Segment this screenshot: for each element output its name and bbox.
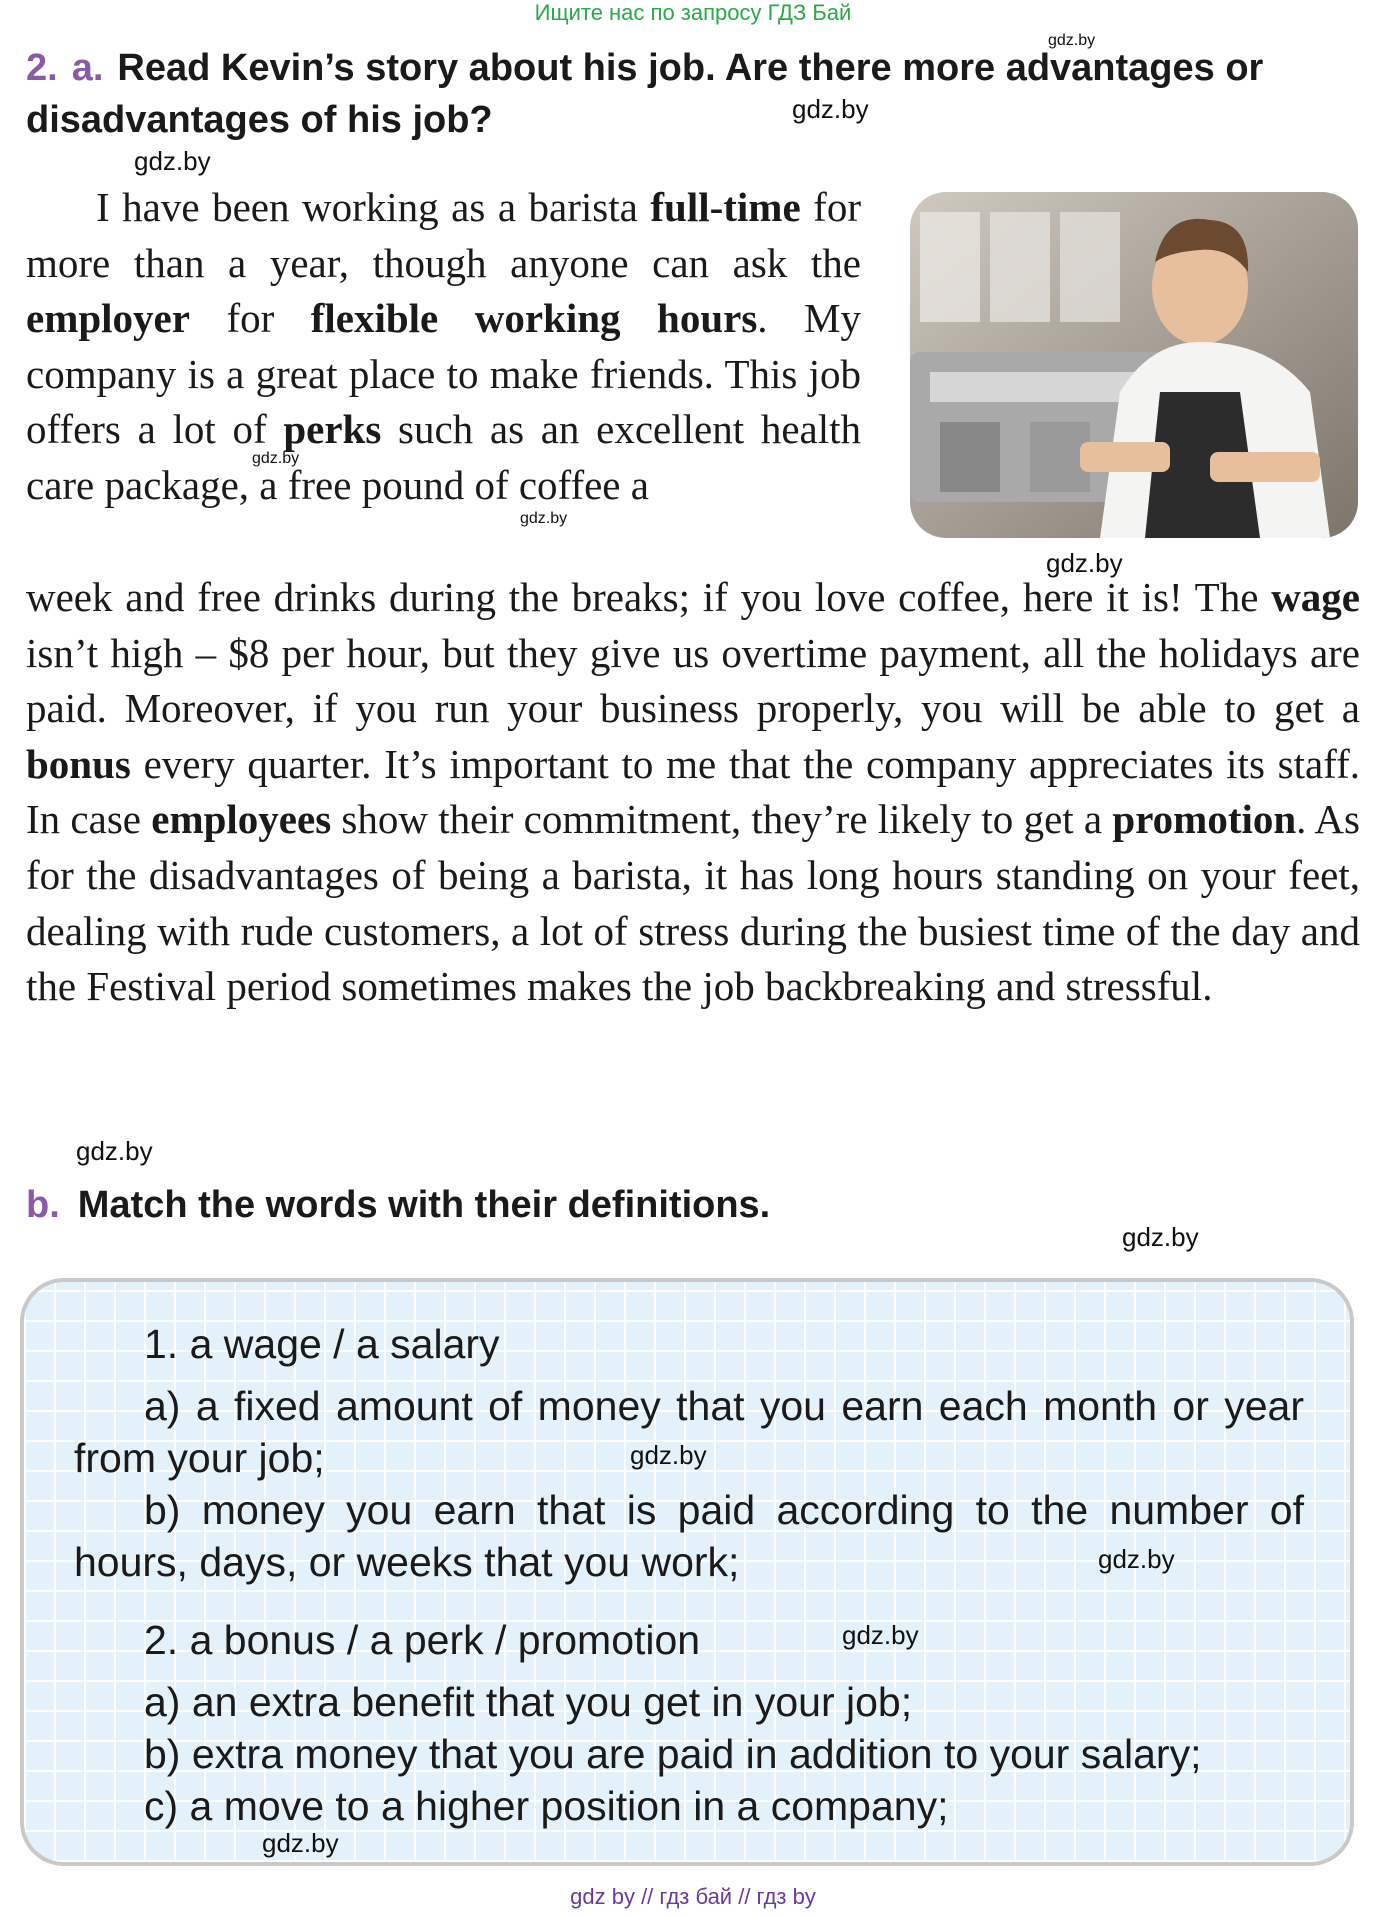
- watermark: gdz.by: [520, 510, 568, 527]
- watermark: gdz.by: [1122, 1222, 1199, 1252]
- watermark: gdz.by: [630, 1440, 707, 1470]
- watermark: gdz.by: [262, 1828, 339, 1858]
- definition-2b: b) extra money that you are paid in addition to your salary;: [144, 1731, 1202, 1777]
- task-number: 2.: [26, 47, 58, 89]
- watermark: gdz.by: [252, 450, 300, 467]
- definition-1b: b) money you earn that is paid according to the number of hours, days, or weeks that you work;: [74, 1487, 1304, 1585]
- group-2-heading: 2. a bonus / a perk / promotion: [144, 1617, 701, 1663]
- watermark: gdz.by: [1048, 32, 1096, 49]
- definition-1a: a) a fixed amount of money that you earn each month or year from your job;: [74, 1383, 1304, 1481]
- definition-2c: c) a move to a higher position in a company;: [144, 1783, 949, 1829]
- task-a-heading: [26, 42, 1366, 146]
- task-letter-a: a.: [71, 47, 104, 89]
- watermark: gdz.by: [842, 1620, 919, 1650]
- footer-watermark: gdz by // гдз бай // гдз by: [570, 1884, 816, 1909]
- task-b-heading: [26, 1184, 770, 1227]
- barista-photo: [910, 192, 1358, 538]
- top-banner: Ищите нас по запросу ГДЗ Бай: [534, 0, 852, 25]
- story-top: I have been working as a barista full-time for more than a year, though anyone can ask the employer for flexible working hours. My company is a great place to make friends. This job offers a lot of perks such as an excellent health care package, a free pound of coffee a: [26, 184, 861, 508]
- task-b-title: Match the words with their definitions.: [77, 1184, 771, 1226]
- watermark: gdz.by: [134, 146, 211, 176]
- group-1-heading: 1. a wage / a salary: [144, 1321, 500, 1367]
- definition-2a: a) an extra benefit that you get in your job;: [144, 1679, 913, 1725]
- task-a-title: Read Kevin’s story about his job. Are there more advantages or disadvantages of his job?: [26, 47, 1264, 141]
- watermark: gdz.by: [792, 94, 869, 124]
- watermark: gdz.by: [76, 1136, 153, 1166]
- watermark: gdz.by: [1098, 1544, 1175, 1574]
- task-letter-b: b.: [26, 1184, 60, 1226]
- watermark: gdz.by: [1046, 548, 1123, 578]
- story-bottom: week and free drinks during the breaks; if you love coffee, here it is! The wage isn’t high – $8 per hour, but they give us overtime payment, all the holidays are paid. Moreover, if you run your business properly, you will be able to get a bonus every quarter. It’s important to me that the company appreciates its staff. In case employees show their commitment, they’re likely to get a promotion. As for the disadvantages of being a barista, it has long hours standing on your feet, dealing with rude customers, a lot of stress during the busiest time of the day and the Festival period sometimes makes the job backbreaking and stressful.: [26, 574, 1360, 1010]
